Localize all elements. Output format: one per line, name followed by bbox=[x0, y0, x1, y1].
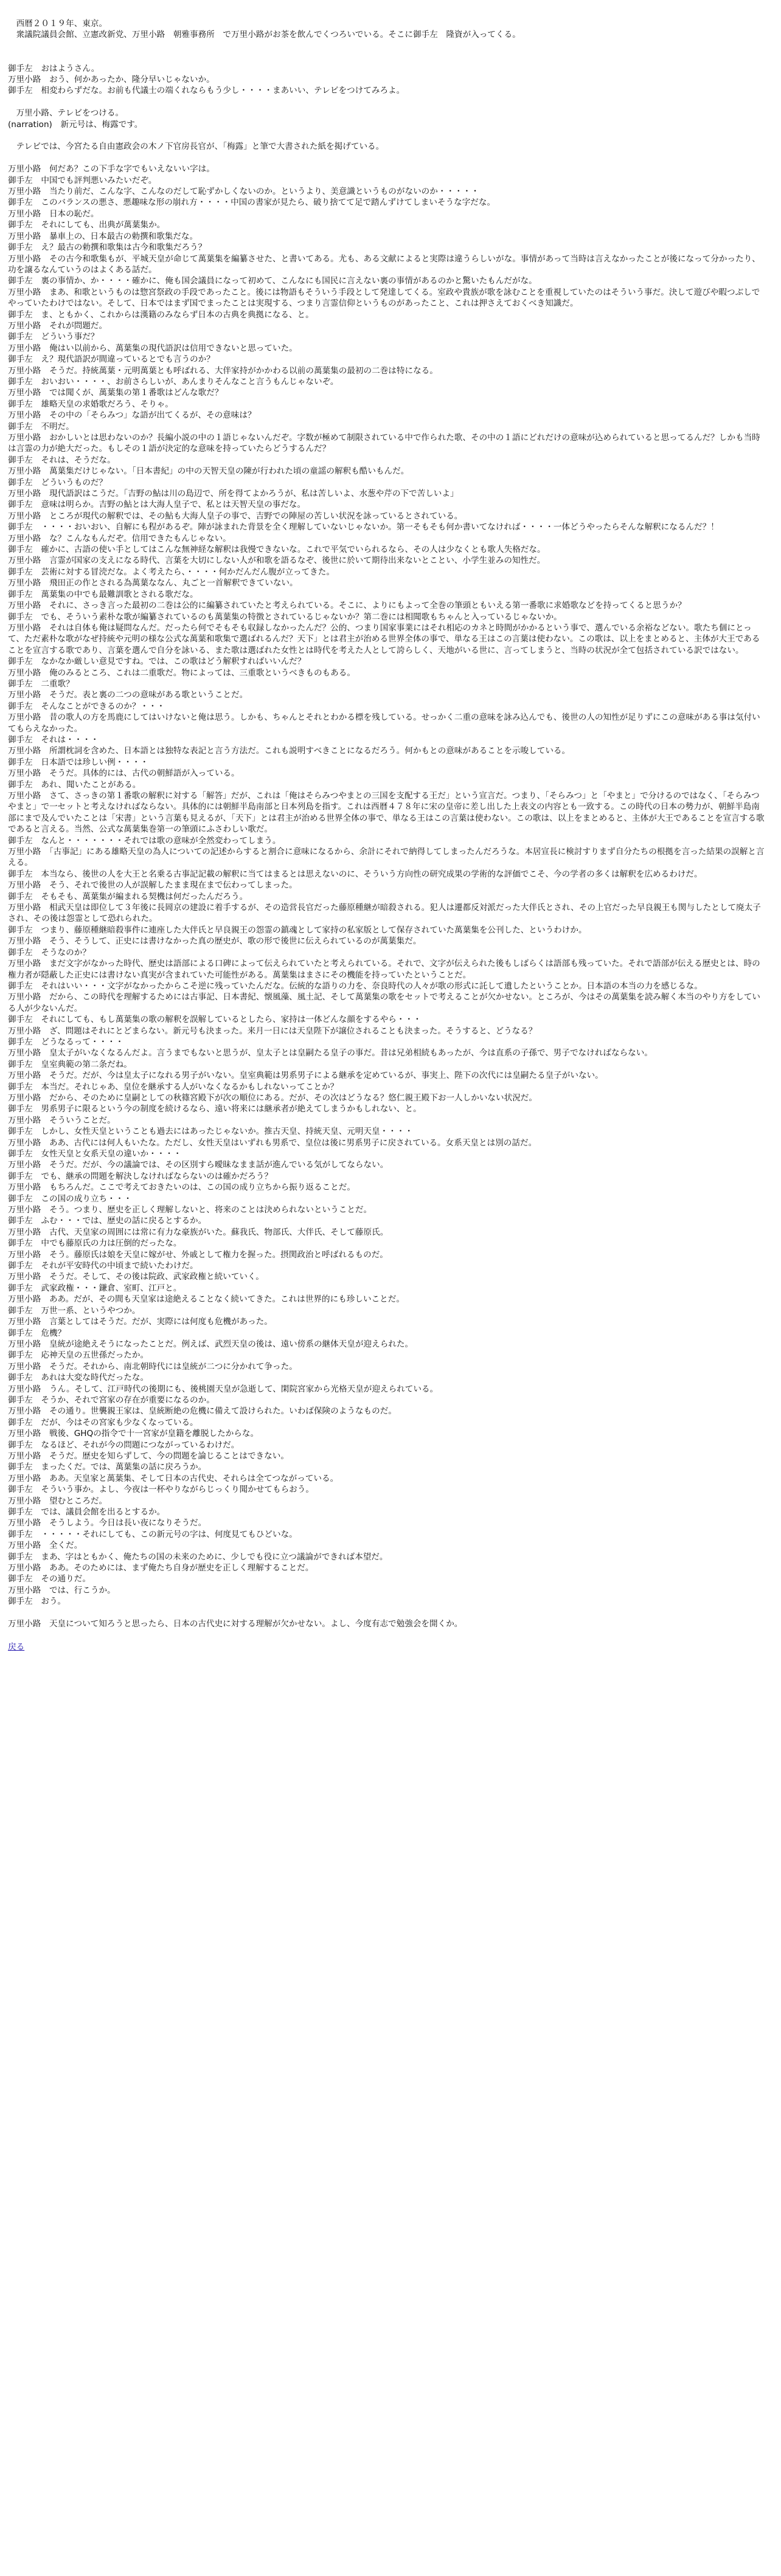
dialogue-line: 御手左 でも、継承の問題を解決しなければならないのは確かだろう？ bbox=[8, 1171, 272, 1181]
dialogue-line: 万里小路 それが問題だ。 bbox=[8, 320, 108, 331]
dialogue-line: 御手左 それが平安時代の中頃まで続いたわけだ。 bbox=[8, 1261, 198, 1271]
dialogue-line: 御手左 このバランスの悪さ、悪趣味な形の崩れ方・・・・中国の書家が見たら、破り捨てて足で踏んずけてしまいそうな字だな。 bbox=[8, 198, 496, 208]
dialogue-line: 万里小路 まあ、和歌というものは惣宮祭政の手段であったこと。後には物語もそういう手段として発達してくる。室政や貴族が歌を詠むことを重視していたのはそういう事だ。決して遊びや暇つぶしでやっていたわけではない。そして、日本ではまず国でまったことは実現する、つまり言霊信仰というものがあったこと、これは押さえておくべき知識だ。 bbox=[8, 287, 760, 309]
dialogue-line: 万里小路 その中の「そらみつ」な語が出てくるが、その意味は？ bbox=[8, 410, 256, 421]
dialogue-line: 御手左 雄略天皇の求婚歌だろう、そりゃ。 bbox=[8, 399, 173, 409]
dialogue-line: 御手左 それにしても、出典が萬葉集か。 bbox=[8, 220, 165, 230]
dialogue-line: 万里小路 皇統が途絶えそうになったことだ。例えば、武烈天皇の後は、遠い傍系の継体天皇が迎えられた。 bbox=[8, 1339, 414, 1349]
opening-line bbox=[8, 130, 766, 141]
dialogue-line: 万里小路 ところが現代の解釈では、その鮎も大海人皇子の事で、吉野での陣屋の苦しい状況を詠っているとされている。 bbox=[8, 511, 463, 521]
dialogue-line: 万里小路 ああ、古代には何人もいたな。ただし、女性天皇はいずれも男系で、皇位は後に男系男子に戻されている。女系天皇とは別の話だ。 bbox=[8, 1138, 537, 1148]
dialogue-line: 御手左 この国の成り立ち・・・ bbox=[8, 1193, 132, 1204]
dialogue-line: 万里小路 ああ。天皇家と萬葉集、そして日本の古代史、それらは全てつながっている。 bbox=[8, 1473, 339, 1483]
dialogue-line: 御手左 あれ、聞いたことがある。 bbox=[8, 779, 141, 790]
dialogue-line: 御手左 確かに、古語の使い手としてはこんな無神経な解釈は我慢できないな。これで平気でいられるなら、その人は少なくとも歌人失格だな。 bbox=[8, 545, 546, 555]
dialogue-line: 万里小路 ああ。だが、その間も天皇家は途絶えることなく続いてきた。これは世界的にも珍しいことだ。 bbox=[8, 1294, 404, 1305]
dialogue-line: 万里小路 その通り。世襲親王家は、皇統断絶の危機に備えて設けられた。いわば保険のようなものだ。 bbox=[8, 1406, 397, 1417]
dialogue-line: 万里小路 相武天皇は即位して３年後に長岡京の建設に着手するが、その造営長官だった藤原種継が暗殺される。犯人は遷都反対派だった大伴氏とされ、その上官だった早良親王も関与したとして廃太子され、その後は怨霊として恐れられた。 bbox=[8, 903, 761, 924]
dialogue-line: 万里小路 皇太子がいなくなるんだよ。言うまでもないと思うが、皇太子とは皇嗣たる皇子の事だ。昔は兄弟相続もあったが、今は直系の子孫で、男子でなければならない。 bbox=[8, 1048, 653, 1058]
dialogue-line: 御手左 しかし、女性天皇ということも過去にはあったじゃないか。推古天皇、持統天皇、元明天皇・・・・ bbox=[8, 1127, 413, 1137]
intro-line: 西暦２０１９年、東京。 bbox=[8, 19, 108, 29]
dialogue-line: 御手左 中でも藤原氏の力は圧倒的だったな。 bbox=[8, 1238, 182, 1249]
dialogue-line: 御手左 おいおい・・・・、お前さらしいが、あんまりそんなこと言うもんじゃないぞ。 bbox=[8, 376, 339, 387]
opening-line: 御手左 おはようさん。 bbox=[8, 63, 100, 74]
dialogue-line: 万里小路 「古事記」にある雄略天皇の為人についての記述からすると割合に意味になるから、余計にそれで納得してしまったんだろうな。本居宣長に検討すりまず自分たちの根拠を言った結果の誤解と言える。 bbox=[8, 847, 765, 868]
dialogue-line: 御手左 なかなか厳しい意見ですね。では、この歌はどう解釈すればいいんだ？ bbox=[8, 657, 306, 667]
dialogue-line: 万里小路 何だあ？この下手な字でもいえないい字は。 bbox=[8, 164, 215, 174]
dialogue-line bbox=[8, 1607, 766, 1618]
dialogue-line: 御手左 そうか、それで宮家の存在が重要になるのか。 bbox=[8, 1395, 215, 1405]
dialogue-line: 御手左 それは、そうだな。 bbox=[8, 455, 116, 465]
dialogue-line: 万里小路 だから、そのために皇嗣としての秋篠宮殿下が次の順位にある。だが、その次はどうなる？悠仁親王殿下お一人しかいない状況だ。 bbox=[8, 1093, 537, 1103]
dialogue-line: 万里小路 ざ、問題はそれにとどまらない。新元号も決まった。来月一日には天皇陛下が譲位されることも決まった。そうすると、どうなる？ bbox=[8, 1026, 537, 1036]
dialogue-line: 御手左 そんなことができるのか？・・・ bbox=[8, 701, 165, 711]
dialogue-line: 万里小路 望むところだ。 bbox=[8, 1496, 108, 1506]
dialogue-line: 万里小路 戦後、GHQの指令で十一宮家が皇籍を離脱したからな。 bbox=[8, 1429, 259, 1439]
dialogue-line: 御手左 万世一系、というやつか。 bbox=[8, 1305, 141, 1316]
dialogue-line: 御手左 武家政権・・・鎌倉、室町、江戸と。 bbox=[8, 1283, 182, 1293]
dialogue-line: 万里小路 所謂枕詞を含めた、日本語とは独特な表記と言う方法だ。これも説明すべきことになるだろう。何かもとの意味があることを示唆している。 bbox=[8, 746, 571, 756]
dialogue-line: 御手左 どういうものだ？ bbox=[8, 477, 108, 488]
dialogue-line: 御手左 あれは大変な時代だったな。 bbox=[8, 1373, 149, 1383]
dialogue-line: 万里小路 ああ。そのためには、まず俺たち自身が歴史を正しく理解することだ。 bbox=[8, 1563, 314, 1573]
dialogue-line: 万里小路 そう、そうして、正史には書けなかった真の歴史が、歌の形で後世に伝えられているのが萬葉集だ。 bbox=[8, 936, 422, 947]
dialogue-line: 万里小路 おかしいとは思わないのか？長編小説の中の１語じゃないんだぞ。字数が極めて制限されている中で作られた歌、その中の１語にどれだけの意味が込められていると思ってるんだ？しかも当時は言霊の力が絶大だった。もしその１語が決定的な意味を持っていたらどうするんだ？ bbox=[8, 433, 760, 454]
dialogue-line: 万里小路 では聞くが、萬葉集の第１番歌はどんな歌だ？ bbox=[8, 388, 223, 398]
dialogue-line: 万里小路 そう、それで後世の人が誤解したまま現在まで伝わってしまった。 bbox=[8, 880, 297, 891]
dialogue-line: 万里小路 な？こんなもんだぞ。信用できたもんじゃない。 bbox=[8, 533, 231, 544]
dialogue-line: 万里小路 言葉としてはそうだ。だが、実際には何度も危機があった。 bbox=[8, 1317, 272, 1327]
dialogue-line: 万里小路 そうだ。表と裏の二つの意味がある歌ということだ。 bbox=[8, 690, 248, 700]
intro-section bbox=[8, 18, 766, 41]
spacer bbox=[8, 153, 766, 164]
dialogue-line: 万里小路 暴車上の、日本最古の勅撰和歌集だな。 bbox=[8, 231, 198, 241]
dialogue-line: 万里小路 それに、さっき言った最初の二巻は公的に編纂されていたと考えられている。そこに、よりにもよって全巻の筆頭ともいえる第一番歌に求婚歌などを持ってくると思うか？ bbox=[8, 601, 686, 611]
dialogue-line: 万里小路 昔の歌人の方を馬鹿にしてはいけないと俺は思う。しかも、ちゃんとそれとわかる標を残している。せっかく二重の意味を詠み込んでも、後世の人の知性が足りずにこの意味がある事は気付いてもらえなかった。 bbox=[8, 713, 760, 734]
document bbox=[8, 18, 766, 1653]
dialogue-line: 万里小路 天皇について知ろうと思ったら、日本の古代史に対する理解が欠かせない。よし、今度有志で勉強会を開くか。 bbox=[8, 1619, 463, 1629]
opening-line: 万里小路 おう、何かあったか、隆分早いじゃないか。 bbox=[8, 75, 215, 85]
dialogue-line: 万里小路 そうだ。だが、今は皇太子になれる男子がいない。皇室典範は男系男子による継承を定めているが、事実上、陛下の次代には皇嗣たる皇子がいない。 bbox=[8, 1071, 603, 1081]
dialogue-line: 御手左 ま、ともかく、これからは漢籍のみならず日本の古典を典拠になる、と。 bbox=[8, 309, 314, 320]
dialogue-line: 御手左 そうなのか？ bbox=[8, 947, 91, 958]
dialogue-line: 御手左 危機？ bbox=[8, 1328, 66, 1338]
dialogue-line: 御手左 それはいい・・・文字がなかったからこそ逆に残っていたんだな。伝統的な語りの力を、奈良時代の人々が歌の形式に託して遺したということか。日本語の本当の力を感じるな。 bbox=[8, 981, 703, 991]
dialogue-line: 御手左 応神天皇の五世孫だったか。 bbox=[8, 1350, 149, 1361]
dialogue-line: 御手左 ・・・・・それにしても、この新元号の字は、何度見てもひどいな。 bbox=[8, 1529, 297, 1539]
dialogue-line: 万里小路 飛田正の作とされる為萬葉ななん、丸ごと一首解釈できていない。 bbox=[8, 578, 298, 589]
dialogue-line: 御手左 え？最古の勅撰和歌集は古今和歌集だろう？ bbox=[8, 243, 207, 253]
opening-line: テレビでは、今宮たる自由憲政会の木ノ下官房長官が、「梅露」と筆で大書された紙を掲げている。 bbox=[8, 142, 384, 152]
dialogue-line: 万里小路 そう。藤原氏は娘を天皇に嫁がせ、外戚として権力を握った。摂関政治と呼ばれるものだ。 bbox=[8, 1249, 388, 1260]
dialogue-line: 御手左 それにしても、もし萬葉集の歌の解釈を誤解しているとしたら、家持は一体どんな顔をするやら・・・ bbox=[8, 1015, 422, 1025]
intro-line: 衆議院議員会館、立憲改新党、万里小路 朝雅事務所 で万里小路がお茶を飲んでくつろいでいる。そこに御手左 隆資が入ってくる。 bbox=[8, 30, 521, 40]
dialogue-line: 万里小路 言霊が国家の支えになる時代、言葉を大切にしない人が和歌を語るなぞ、後世に於いて期待出来ないとことい、小学生並みの知性だ。 bbox=[8, 556, 546, 566]
dialogue-line: 万里小路 そういうことだ。 bbox=[8, 1115, 116, 1125]
dialogue-line: 御手左 それは・・・・ bbox=[8, 734, 99, 745]
dialogue-line: 万里小路 まだ文字がなかった時代、歴史は語部による口碑によって伝えられていたと考えられている。それで、文字が伝えられた後もしばらくは語部も残っていた。それで語部が伝える歴史とは、時の権力者が隠蔽した正史には書けない真実が含まれていた可能性がある。萬葉集はまさにその機能を持っていたということだ。 bbox=[8, 959, 760, 980]
dialogue-line: 御手左 まあ、字はともかく、俺たちの国の未来のために、少しでも役に立つ議論ができれば本望だ。 bbox=[8, 1552, 388, 1562]
dialogue-line: 万里小路 そうだ。具体的には、古代の朝鮮語が入っている。 bbox=[8, 768, 240, 779]
dialogue-line: 万里小路 もちろんだ。ここで考えておきたいのは、この国の成り立ちから振り返ることだ。 bbox=[8, 1183, 355, 1193]
dialogue-line: 万里小路 当たり前だ、こんな字、こんなのだして恥ずかしくないのか。というより、美意識というものがないのか・・・・・ bbox=[8, 187, 479, 197]
dialogue-line: 御手左 本当なら、後世の人を大王と名乗る古事記記載の解釈に当てはまるとは思えないのに、そういう方向性の研究成果の学術的な評価でこそ、今の学者の多くは解釈を広めるわけだ。 bbox=[8, 869, 703, 879]
dialogue-line: 御手左 でも、そういう素朴な歌が編纂されているのも萬葉集の特徴とされているじゃないか？第二巻には相聞歌もちゃんと入っているじゃないか。 bbox=[8, 612, 562, 622]
dialogue-line: 御手左 なるほど、それが今の問題につながっているわけだ。 bbox=[8, 1440, 240, 1450]
dialogue-line: 御手左 男系男子に限るという今の制度を続けるなら、遠い将来には継承者が絶えてしまうかもしれない、と。 bbox=[8, 1104, 422, 1114]
dialogue-line: 万里小路 そうだ。それから、南北朝時代には皇統が二つに分かれて争った。 bbox=[8, 1361, 297, 1372]
dialogue-line: 御手左 おう。 bbox=[8, 1597, 66, 1607]
dialogue-line: 万里小路 全くだ。 bbox=[8, 1541, 83, 1551]
dialogue-section bbox=[8, 164, 766, 1629]
dialogue-line: 御手左 中国でも評判悪いみたいだぞ。 bbox=[8, 175, 157, 185]
dialogue-line: 御手左 え？現代語訳が間違っているとでも言うのか？ bbox=[8, 354, 215, 365]
dialogue-line: 万里小路 さて、さっきの第１番歌の解釈に対する「解答」だが、これは「俺はそらみつやまとの三国を支配する王だ」という宣言だ。つまり、「そらみつ」と「やまと」で分けるのではなく、「そらみつやまと」で一セットと考えなければならない。具体的には朝鮮半島南部と日本列島を指す。これは西暦４７８年に宋の皇帝に差し出した上表文の内容とも一致する。この時代の日本の勢力が、朝鮮半島南部にまで及んでいたことは「宋書」という言葉も見えるが、「天下」とは君主が治める世界全体の事で、単なる王はこの言葉は使わない。この歌は、以上をまとめると、主体が大王であることを宣言する歌であると言える。当然、公式な萬葉集巻第一の筆頭にふさわしい歌だ。 bbox=[8, 791, 765, 835]
dialogue-line: 御手左 ・・・・おいおい、自解にも程があるぞ。陣が詠まれた背景を全く理解していないじゃないか。第一そもそも何か書いてなければ・・・・一体どうやったらそんな解釈になるんだ？！ bbox=[8, 522, 719, 533]
dialogue-line: 御手左 芸術に対する冒涜だな。よく考えたら、・・・・何かだんだん腹が立ってきた。 bbox=[8, 567, 335, 577]
dialogue-line: 万里小路 そうだ。歴史を知らずして、今の問題を論じることはできない。 bbox=[8, 1451, 289, 1461]
dialogue-line: 万里小路 それは自体も俺は疑問なんだ。だったら何でそもそも収録しなかったんだ？公的、つまり国家事業にはそれ相応のカネと時間がかかるという事で、選んでいる余裕などない。歌たち個にとって、ただ素朴な歌がなぜ持統や元明の様な公式な萬葉和歌集で選ばれるんだ？天下」とは君主が治める世界全体の事で、単なる王はこの言葉は使わない。この歌は、以上をまとめると、主体が大王であることを宣言する歌であり、言葉を選んで自分を詠いる、また歌は選ばれた女性とは時代を考えた人として誇らしく、天地がいる世に、言ってしまうと、当時の状況が全て包括されている訳ではない。 bbox=[8, 623, 760, 655]
dialogue-line: 御手左 ふむ・・・では、歴史の話に戻るとするか。 bbox=[8, 1216, 207, 1226]
opening-line: 万里小路、テレビをつける。 bbox=[8, 108, 124, 119]
dialogue-line: 万里小路 俺のみるところ、これは二重歌だ。物によっては、三重歌というべきものもある。 bbox=[8, 668, 355, 678]
dialogue-line: 万里小路 そうだ。そして、その後は院政、武家政権と続いていく。 bbox=[8, 1272, 264, 1282]
dialogue-line: 万里小路 そうだ。だが、今の議論では、その区別すら曖昧なまま話が進んでいる気がしてならない。 bbox=[8, 1160, 389, 1170]
dialogue-line: 御手左 なんと・・・・・・・それでは歌の意味が全然変わってしまう。 bbox=[8, 835, 281, 846]
dialogue-line: 御手左 皇室典範の第二条だね。 bbox=[8, 1059, 132, 1069]
dialogue-line: 御手左 女性天皇と女系天皇の違いか・・・・ bbox=[8, 1149, 182, 1159]
dialogue-line: 御手左 まったくだ。では、萬葉集の話に戻ろうか。 bbox=[8, 1462, 207, 1473]
dialogue-line: 御手左 二重歌？ bbox=[8, 679, 74, 689]
dialogue-line: 万里小路 萬葉集だけじゃない。「日本書紀」の中の天智天皇の陳が行われた頃の童謡の解釈も酷いもんだ。 bbox=[8, 466, 409, 477]
dialogue-line: 万里小路 では、行こうか。 bbox=[8, 1585, 116, 1595]
dialogue-line: 御手左 どういう事だ？ bbox=[8, 332, 99, 342]
dialogue-line: 御手左 萬葉集の中でも最難訓歌とされる歌だな。 bbox=[8, 589, 198, 599]
dialogue-line: 御手左 では、議員会館を出るとするか。 bbox=[8, 1507, 165, 1517]
dialogue-line: 御手左 意味は明らか。吉野の鮎とは大海人皇子で、私とは天智天皇の事だな。 bbox=[8, 500, 306, 510]
dialogue-line: 万里小路 そうだ。持統萬葉・元明萬葉とも呼ばれる、大伴家持がかかわる以前の萬葉集の最初の二巻は特になる。 bbox=[8, 365, 438, 376]
dialogue-line: 御手左 日本語では珍しい例・・・・ bbox=[8, 757, 149, 767]
dialogue-line: 御手左 どうなるって・・・・ bbox=[8, 1037, 124, 1047]
dialogue-line: 万里小路 古代、天皇家の周囲には常に有力な豪族がいた。蘇我氏、物部氏、大伴氏、そして藤原氏。 bbox=[8, 1227, 389, 1237]
dialogue-line: 御手左 本当だ。それじゃあ、皇位を継承する人がいなくなるかもしれないってことか？ bbox=[8, 1082, 339, 1092]
back-link[interactable]: 戻る bbox=[8, 1642, 25, 1652]
dialogue-line: 御手左 そもそも、萬葉集が編まれる契機は何だったんだろう。 bbox=[8, 891, 248, 902]
dialogue-line: 万里小路 俺はい以前から、萬葉集の現代語訳は信用できないと思っていた。 bbox=[8, 343, 297, 353]
spacer bbox=[8, 41, 766, 63]
opening-section bbox=[8, 63, 766, 153]
dialogue-line: 万里小路 その古今和歌集もが、平城天皇が命じて萬葉集を編纂させた、と書いてある。尤も、ある文献によると実際は違うらしいがな。事情があって当時は言えなかったことが後になって分かったり、功を譲るなんていうのはよくある話だ。 bbox=[8, 254, 760, 275]
dialogue-line: 万里小路 そうしよう。今日は長い夜になりそうだ。 bbox=[8, 1518, 207, 1528]
dialogue-line: 万里小路 そう。つまり、歴史を正しく理解しないと、将来のことは決められないということだ。 bbox=[8, 1205, 372, 1215]
opening-line bbox=[8, 97, 766, 108]
dialogue-line: 万里小路 だから、この時代を理解するためには古事記、日本書紀、懐風藻、風土記、そして萬葉集の歌をセットで考えることが欠かせない。ところが、今はその萬葉集を読み解く本当のやり方をしている人が少ないんだ。 bbox=[8, 992, 761, 1013]
dialogue-line: 御手左 そういう事か。よし、今夜は一杯やりながらじっくり聞かせてもらおう。 bbox=[8, 1485, 314, 1495]
dialogue-line: 御手左 裏の事情か、か・・・・確かに、俺も国会議員になって初めて、こんなにも国民に言えない裏の事情があるのかと驚いたもんだがな。 bbox=[8, 276, 537, 286]
dialogue-line: 万里小路 うん。そして、江戸時代の後期にも、後桃園天皇が急逝して、閑院宮家から光格天皇が迎えられている。 bbox=[8, 1384, 439, 1394]
dialogue-line: 万里小路 現代語訳はこうだ。「吉野の鮎は川の島辺で、所を得てよかろうが、私は苦しいよ、水葱や芹の下で苦しいよ」 bbox=[8, 489, 459, 499]
dialogue-line: 万里小路 日本の恥だ。 bbox=[8, 209, 99, 219]
dialogue-line: 御手左 つまり、藤原種継暗殺事件に連座した大伴氏と早良親王の怨霊の鎮魂として家持の私家版として保存されていた萬葉集を公刊した、というわけか。 bbox=[8, 925, 587, 935]
dialogue-line: 御手左 だが、今はその宮家も少なくなっている。 bbox=[8, 1417, 198, 1428]
opening-line: 御手左 相変わらずだな。お前も代議士の端くれならもう少し・・・・まあいい、テレビをつけてみろよ。 bbox=[8, 86, 405, 96]
dialogue-line: 御手左 その通りだ。 bbox=[8, 1574, 91, 1584]
dialogue-line: 御手左 不明だ。 bbox=[8, 421, 74, 432]
opening-line: (narration) 新元号は、梅露です。 bbox=[8, 119, 143, 129]
